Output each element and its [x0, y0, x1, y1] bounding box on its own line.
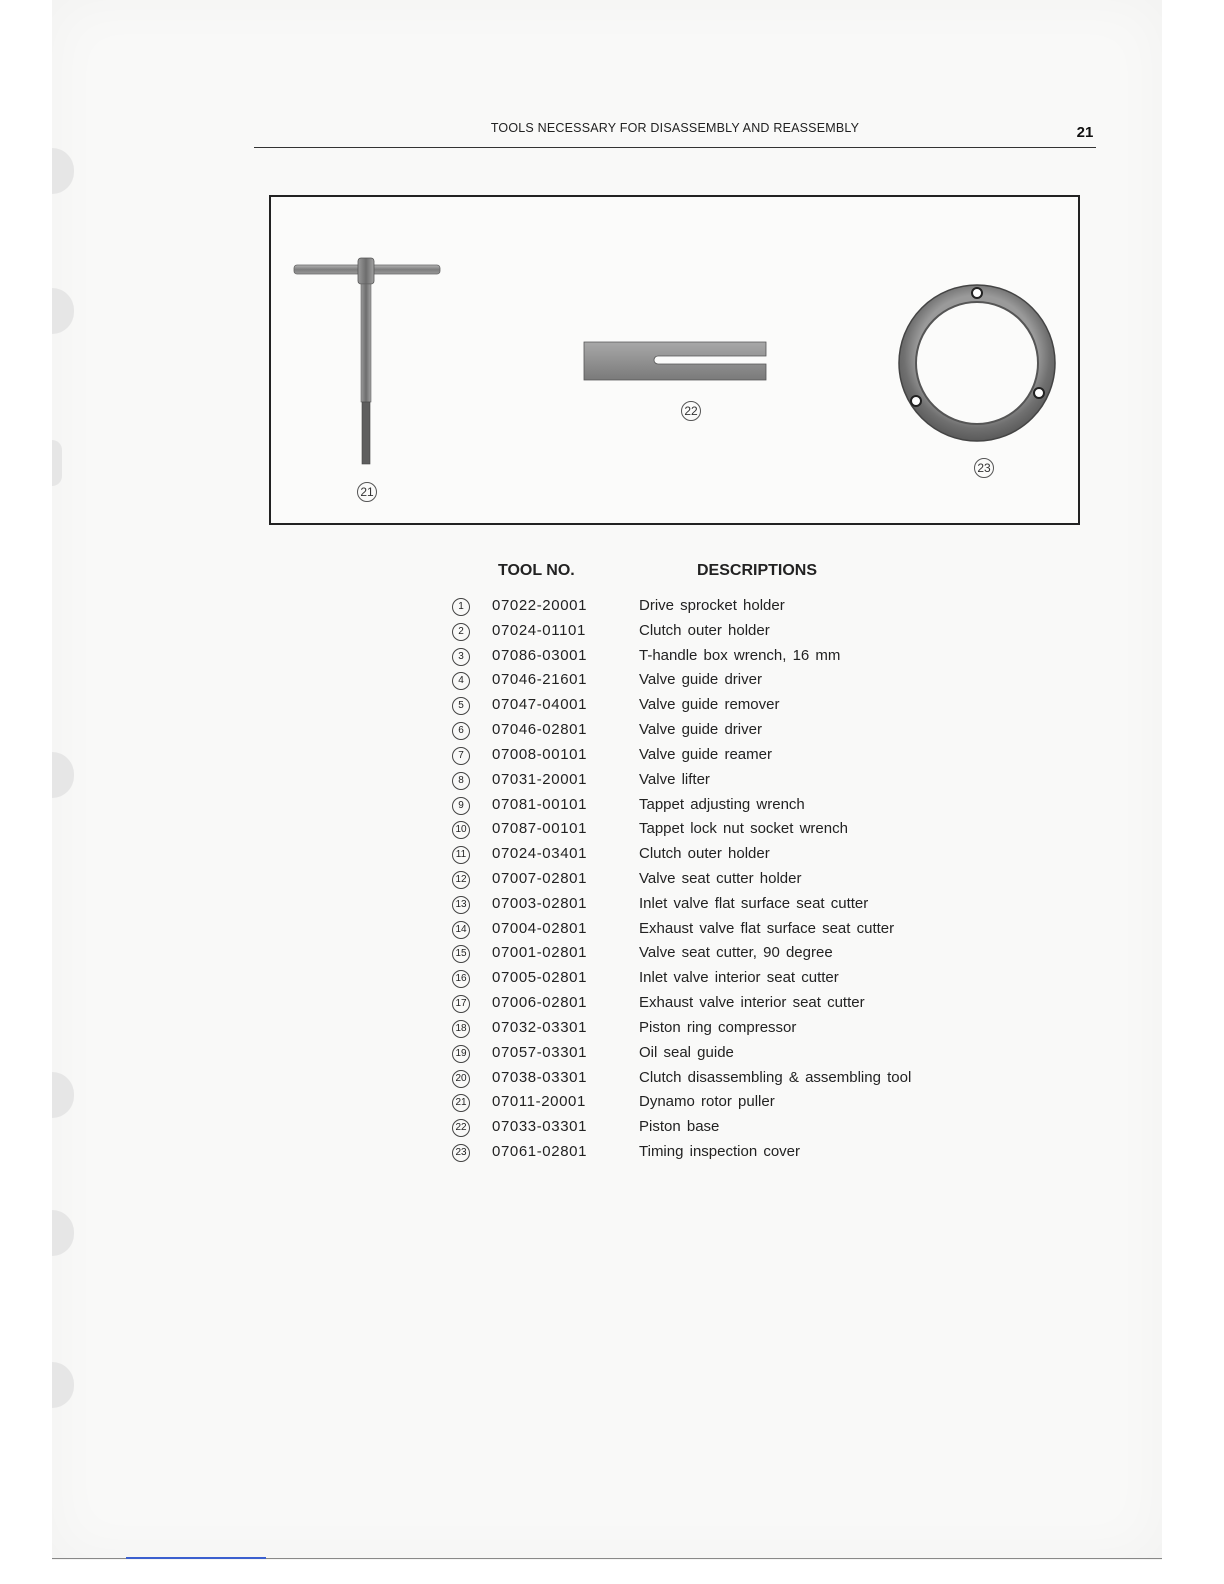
- binder-hole: [52, 440, 62, 486]
- table-row: [448, 1042, 968, 1067]
- table-row: [448, 868, 968, 893]
- item-number-badge: 14: [452, 921, 470, 939]
- tool-number: 07057-03301: [492, 1043, 588, 1061]
- tool-number: 07007-02801: [492, 870, 588, 888]
- tool-description: Exhaust valve flat surface seat cutter: [639, 919, 895, 937]
- item-number-badge: 9: [452, 797, 470, 815]
- tool-description: Valve guide reamer: [639, 745, 772, 763]
- tool-number: 07005-02801: [492, 969, 588, 987]
- table-row: [448, 992, 968, 1017]
- item-number-badge: 16: [452, 970, 470, 988]
- item-number-badge: 22: [452, 1119, 470, 1137]
- tool-description: Valve guide driver: [639, 721, 762, 739]
- item-number-badge: 6: [452, 722, 470, 740]
- tool-number: 07008-00101: [492, 745, 588, 763]
- table-row: [448, 794, 968, 819]
- item-number-badge: 3: [452, 648, 470, 666]
- tool-number: 07004-02801: [492, 919, 588, 937]
- column-header-descriptions: DESCRIPTIONS: [697, 562, 818, 579]
- tool-description: Valve seat cutter, 90 degree: [639, 944, 833, 962]
- tool-number: 07003-02801: [492, 894, 588, 912]
- item-number-badge: 20: [452, 1070, 470, 1088]
- t-handle-tool-icon: [291, 253, 441, 468]
- header-divider: [254, 147, 1096, 148]
- tool-number: 07081-00101: [492, 795, 588, 813]
- tool-description: Timing inspection cover: [639, 1143, 801, 1161]
- item-number-badge: 2: [452, 623, 470, 641]
- item-number-badge: 13: [452, 896, 470, 914]
- table-row: [448, 769, 968, 794]
- page-bottom-accent: [126, 1557, 266, 1559]
- tool-number: 07022-20001: [492, 597, 588, 614]
- table-row: [448, 1017, 968, 1042]
- tool-description: Tappet adjusting wrench: [639, 795, 805, 813]
- item-number-badge: 23: [452, 1144, 470, 1162]
- table-row: [448, 843, 968, 868]
- tool-description: Piston base: [639, 1118, 720, 1136]
- tool-number: 07038-03301: [492, 1068, 588, 1086]
- table-row: [448, 669, 968, 694]
- tool-number: 07032-03301: [492, 1018, 588, 1036]
- tool-number: 07011-20001: [492, 1093, 586, 1111]
- tool-description: Clutch disassembling & assembling tool: [639, 1068, 912, 1086]
- item-number-badge: 10: [452, 821, 470, 839]
- table-row: [448, 620, 968, 645]
- tool-description: Exhaust valve interior seat cutter: [639, 994, 865, 1012]
- tool-description: Valve seat cutter holder: [639, 870, 802, 888]
- table-row: [448, 1116, 968, 1141]
- table-row: [448, 818, 968, 843]
- table-row: [448, 1091, 968, 1116]
- tool-number: 07046-02801: [492, 721, 588, 739]
- table-row: [448, 1067, 968, 1092]
- item-number-badge: 12: [452, 871, 470, 889]
- table-row: [448, 893, 968, 918]
- item-number-badge: 1: [452, 598, 470, 616]
- tool-description: Clutch outer holder: [639, 845, 770, 863]
- item-number-badge: 11: [452, 846, 470, 864]
- tool-description: Inlet valve flat surface seat cutter: [639, 894, 869, 912]
- tool-number: 07046-21601: [492, 671, 588, 689]
- tool-description: Dynamo rotor puller: [639, 1093, 775, 1111]
- callout-21: 21: [357, 482, 377, 502]
- column-header-tool-no: TOOL NO.: [498, 562, 575, 579]
- table-row: [448, 595, 968, 620]
- callout-23: 23: [974, 458, 994, 478]
- tool-description: Clutch outer holder: [639, 621, 770, 639]
- tool-description: Tappet lock nut socket wrench: [639, 820, 848, 838]
- tool-number: 07006-02801: [492, 994, 588, 1012]
- tool-number: 07031-20001: [492, 770, 588, 788]
- table-row: [448, 967, 968, 992]
- item-number-badge: 21: [452, 1094, 470, 1112]
- tool-number: 07033-03301: [492, 1118, 588, 1136]
- tool-description: Inlet valve interior seat cutter: [639, 969, 839, 987]
- tool-number: 07086-03001: [492, 646, 588, 664]
- table-row: [448, 918, 968, 943]
- tool-description: Drive sprocket holder: [639, 597, 785, 614]
- tool-description: Valve guide driver: [639, 671, 762, 689]
- tool-number: 07087-00101: [492, 820, 588, 838]
- item-number-badge: 7: [452, 747, 470, 765]
- table-row: [448, 719, 968, 744]
- page-number: 21: [1076, 124, 1094, 141]
- slotted-plate-icon: [582, 340, 768, 382]
- tool-number: 07001-02801: [492, 944, 588, 962]
- tool-number: 07024-03401: [492, 845, 588, 863]
- item-number-badge: 18: [452, 1020, 470, 1038]
- tool-description: T-handle box wrench, 16 mm: [639, 646, 841, 664]
- tool-number: 07061-02801: [492, 1143, 588, 1161]
- tool-number: 07024-01101: [492, 621, 586, 639]
- item-number-badge: 4: [452, 672, 470, 690]
- callout-22: 22: [681, 401, 701, 421]
- tool-description: Valve lifter: [639, 770, 710, 788]
- tool-number: 07047-04001: [492, 696, 588, 714]
- table-row: [448, 645, 968, 670]
- ring-cover-icon: [896, 283, 1058, 445]
- item-number-badge: 8: [452, 772, 470, 790]
- tool-description: Oil seal guide: [639, 1043, 734, 1061]
- item-number-badge: 15: [452, 945, 470, 963]
- table-row: [448, 694, 968, 719]
- tool-description: Piston ring compressor: [639, 1018, 797, 1036]
- item-number-badge: 5: [452, 697, 470, 715]
- table-row: [448, 744, 968, 769]
- table-row: [448, 942, 968, 967]
- tools-figure: [269, 195, 1080, 525]
- item-number-badge: 17: [452, 995, 470, 1013]
- item-number-badge: 19: [452, 1045, 470, 1063]
- page-header-title: TOOLS NECESSARY FOR DISASSEMBLY AND REASSEMBLY: [490, 121, 860, 135]
- table-row: [448, 1141, 968, 1166]
- tool-description: Valve guide remover: [639, 696, 780, 714]
